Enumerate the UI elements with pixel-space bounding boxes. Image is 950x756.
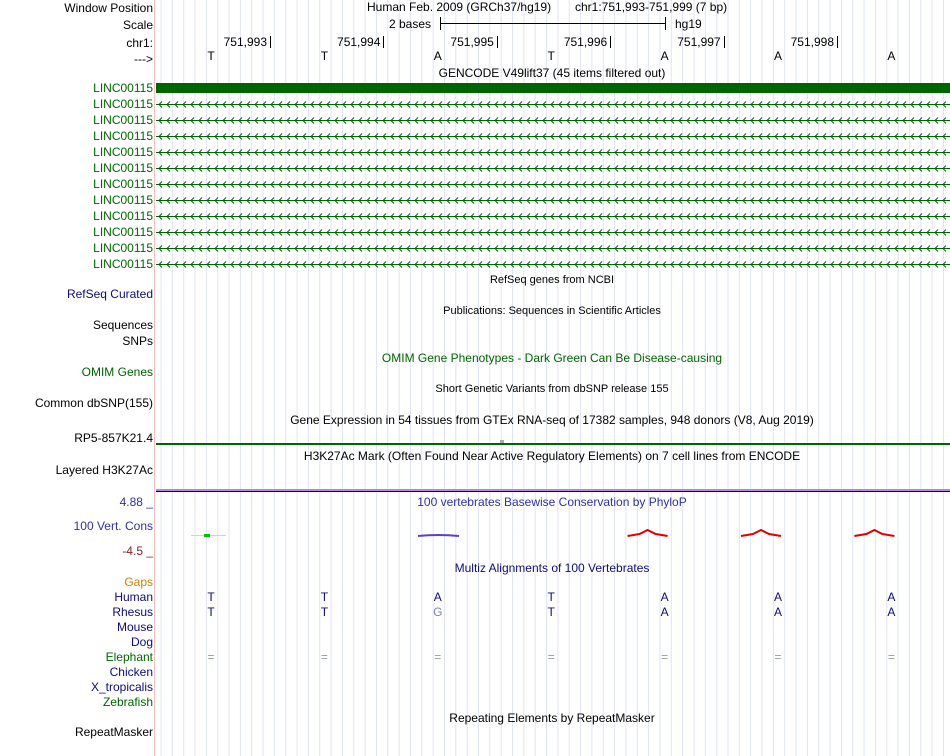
dbsnp-label[interactable]: Common dbSNP(155)	[34, 396, 153, 410]
gtex-baseline	[156, 443, 950, 445]
ruler-position: 751,996	[563, 35, 608, 49]
gene-intron-row[interactable]	[156, 196, 950, 205]
alignment-base: T	[207, 605, 215, 619]
strand-label: --->	[134, 52, 153, 66]
sequences-label[interactable]: Sequences	[92, 318, 153, 332]
base-letter: T	[547, 49, 555, 63]
base-letter: A	[660, 49, 669, 63]
gene-label[interactable]: LINC00115	[93, 257, 153, 271]
snps-label[interactable]: SNPs	[122, 334, 153, 348]
h3k27ac-baseline	[156, 491, 950, 492]
phylop-label[interactable]: 100 Vert. Cons	[73, 519, 153, 533]
gene-intron-row[interactable]	[156, 148, 950, 157]
alignment-base: A	[433, 590, 442, 604]
track-image[interactable]	[156, 0, 950, 756]
gencode-thick-bar[interactable]	[156, 83, 950, 93]
alignment-base: =	[887, 650, 895, 664]
refseq-title: RefSeq genes from NCBI	[489, 274, 615, 286]
scale-bar	[440, 23, 666, 24]
gtex-marker	[500, 440, 504, 443]
alignment-base: =	[661, 650, 669, 664]
gene-intron-row[interactable]	[156, 180, 950, 189]
gene-intron-row[interactable]	[156, 164, 950, 173]
base-letter: T	[320, 49, 329, 63]
alignment-base: T	[547, 590, 555, 604]
gene-label[interactable]: LINC00115	[93, 209, 153, 223]
gene-label[interactable]: LINC00115	[93, 177, 153, 191]
gene-label[interactable]: LINC00115	[93, 241, 153, 255]
phylop-low-mark	[418, 535, 459, 536]
scale-bar-tick-left	[440, 17, 441, 30]
h3k27ac-label[interactable]: Layered H3K27Ac	[55, 463, 153, 477]
alignment-base: A	[887, 605, 896, 619]
window-position-label: Window Position	[64, 1, 153, 15]
species-label: Dog	[130, 635, 153, 649]
species-label: Zebrafish	[102, 695, 153, 709]
alignment-base: G	[433, 605, 443, 619]
gene-label[interactable]: LINC00115	[93, 145, 153, 159]
label-divider	[154, 0, 155, 756]
ruler-tick	[724, 36, 725, 48]
alignment-base: A	[660, 605, 669, 619]
alignment-base: =	[774, 650, 782, 664]
gene-intron-row[interactable]	[156, 260, 950, 269]
phylop-neg-mark	[204, 534, 210, 537]
species-label: Rhesus	[112, 605, 153, 619]
gene-label[interactable]: LINC00115	[93, 225, 153, 239]
gene-intron-row[interactable]	[156, 116, 950, 125]
ruler-tick	[383, 36, 384, 48]
scale-text: 2 bases	[389, 17, 432, 31]
alignment-base: =	[434, 650, 442, 664]
gtex-label[interactable]: RP5-857K21.4	[74, 431, 153, 445]
ruler-position: 751,998	[790, 35, 834, 49]
track-grid	[156, 0, 950, 756]
gene-intron-row[interactable]	[156, 244, 950, 253]
multiz-title: Multiz Alignments of 100 Vertebrates	[454, 561, 650, 575]
refseq-label[interactable]: RefSeq Curated	[66, 287, 153, 301]
scale-label: Scale	[122, 18, 153, 32]
base-letter: A	[433, 49, 442, 63]
ruler-tick	[497, 36, 498, 48]
ruler-position: 751,997	[677, 35, 721, 49]
gene-label[interactable]: LINC00115	[93, 129, 153, 143]
ruler-position: 751,995	[450, 35, 494, 49]
alignment-base: A	[773, 605, 783, 619]
base-letter: T	[207, 49, 215, 63]
base-letter: A	[773, 49, 783, 63]
species-label: Chicken	[109, 665, 153, 679]
gene-label[interactable]: LINC00115	[93, 161, 153, 175]
alignment-base: T	[320, 605, 329, 619]
ruler-position: 751,994	[337, 35, 381, 49]
ruler-tick	[270, 36, 271, 48]
gene-label[interactable]: LINC00115	[93, 113, 153, 127]
alignment-base: T	[547, 605, 555, 619]
chrom-label: chr1:	[126, 36, 153, 50]
gtex-title: Gene Expression in 54 tissues from GTEx RNA-seq of 17382 samples, 948 donors (V8, Aug 2019)	[290, 413, 814, 427]
species-label: Human	[114, 590, 153, 604]
omim-title: OMIM Gene Phenotypes - Dark Green Can Be Disease-causing	[381, 351, 723, 365]
phylop-title: 100 vertebrates Basewise Conservation by PhyloP	[417, 495, 687, 509]
gene-intron-row[interactable]	[156, 212, 950, 221]
dbsnp-title: Short Genetic Variants from dbSNP release 155	[435, 383, 669, 395]
alignment-base: T	[320, 590, 329, 604]
phylop-peak	[741, 530, 781, 536]
species-label: X_tropicalis	[90, 680, 153, 694]
phylop-max-label: 4.88 _	[119, 495, 153, 509]
gene-label[interactable]: LINC00115	[93, 97, 153, 111]
alignment-base: =	[547, 650, 555, 664]
repeatmasker-title: Repeating Elements by RepeatMasker	[449, 711, 655, 725]
base-letter: A	[887, 49, 896, 63]
ruler-tick	[610, 36, 611, 48]
db-text: hg19	[675, 17, 702, 31]
species-label: Elephant	[105, 650, 153, 664]
position-text: chr1:751,993-751,999 (7 bp)	[575, 0, 728, 14]
gene-intron-row[interactable]	[156, 132, 950, 141]
gene-label[interactable]: LINC00115	[93, 193, 153, 207]
publications-title: Publications: Sequences in Scientific Articles	[443, 305, 661, 317]
phylop-graph	[156, 515, 950, 555]
phylop-peak	[854, 530, 894, 536]
gencode-title: GENCODE V49lift37 (45 items filtered out)	[438, 66, 666, 80]
repeatmasker-label[interactable]: RepeatMasker	[74, 725, 153, 739]
assembly-text: Human Feb. 2009 (GRCh37/hg19)	[367, 0, 552, 14]
gene-intron-row[interactable]	[156, 228, 950, 237]
alignment-base: T	[207, 590, 215, 604]
alignment-base: A	[773, 590, 783, 604]
omim-label[interactable]: OMIM Genes	[81, 365, 153, 379]
gene-intron-row[interactable]	[156, 100, 950, 109]
scale-bar-tick-right	[665, 17, 666, 30]
species-label: Mouse	[116, 620, 153, 634]
ruler-tick	[837, 36, 838, 48]
alignment-base: A	[887, 590, 896, 604]
ruler-position: 751,993	[223, 35, 267, 49]
phylop-peak	[628, 530, 668, 536]
alignment-base: =	[207, 650, 215, 664]
alignment-base: A	[660, 590, 669, 604]
alignment-base: =	[320, 650, 328, 664]
phylop-min-label: -4.5 _	[122, 544, 153, 558]
gaps-label: Gaps	[124, 575, 153, 589]
gene-label[interactable]: LINC00115	[93, 81, 153, 95]
h3k27ac-title: H3K27Ac Mark (Often Found Near Active Regulatory Elements) on 7 cell lines from ENCODE	[303, 449, 801, 463]
